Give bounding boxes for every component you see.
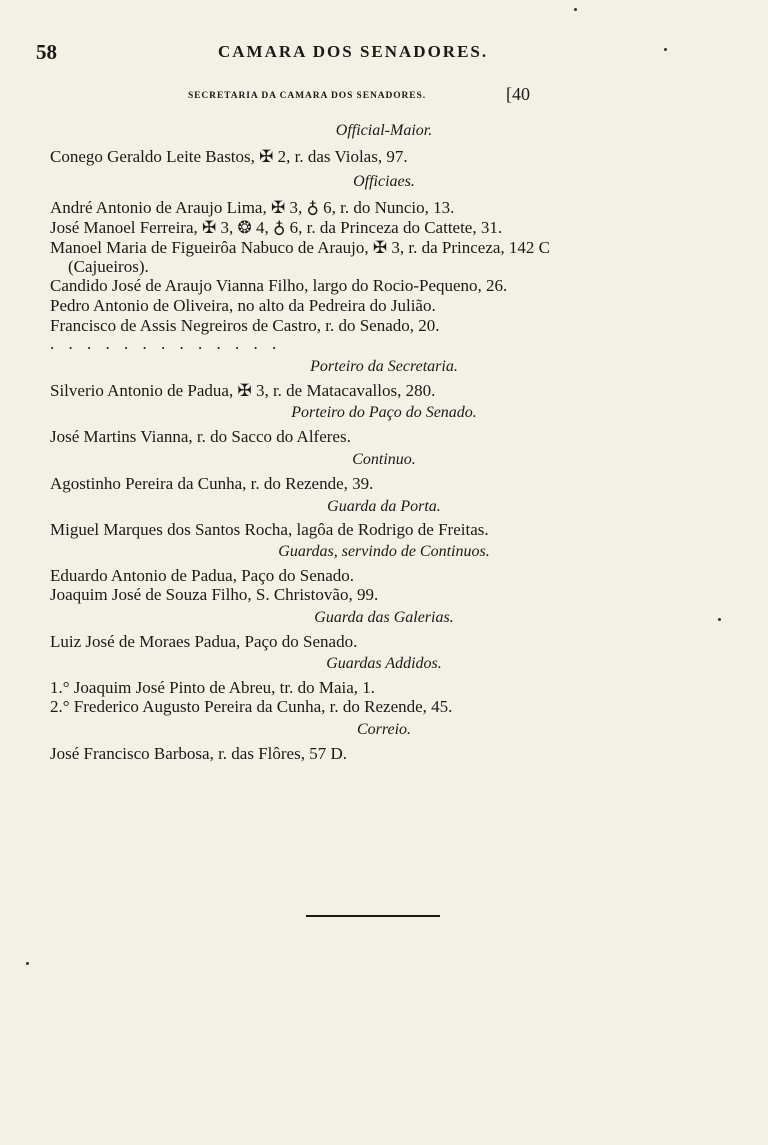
heading-officiaes: Officiaes. [353, 173, 415, 190]
entry-addido-2: 2.° Frederico Augusto Pereira da Cunha, r. do Rezende, 45. [50, 697, 453, 716]
entry-addido-1: 1.° Joaquim José Pinto de Abreu, tr. do Maia, 1. [50, 678, 376, 697]
heading-porteiro-secretaria: Porteiro da Secretaria. [310, 358, 458, 375]
heading-continuo: Continuo. [352, 451, 416, 468]
entry-pedro: Pedro Antonio de Oliveira, no alto da Pedreira do Julião. [50, 296, 436, 315]
closing-rule [306, 915, 440, 917]
heading-correio: Correio. [356, 721, 412, 738]
entry-silverio: Silverio Antonio de Padua, ✠ 3, r. de Matacavallos, 280. [50, 381, 436, 400]
entry-manoel-maria-cont: (Cajueiros). [68, 257, 149, 276]
print-speck [26, 962, 29, 965]
entry-manoel-maria: Manoel Maria de Figueirôa Nabuco de Araujo, ✠ 3, r. da Princeza, 142 C [50, 238, 551, 257]
heading-official-maior: Official-Maior. [335, 122, 433, 139]
heading-porteiro-paco: Porteiro do Paço do Senado. [291, 404, 477, 421]
entry-jose-martins: José Martins Vianna, r. do Sacco do Alferes. [50, 427, 351, 446]
page-title: CAMARA DOS SENADORES. [218, 42, 489, 61]
print-speck [718, 618, 721, 621]
page-number: 58 [36, 40, 57, 64]
section-heading: SECRETARIA DA CAMARA DOS SENADORES. [188, 91, 426, 101]
entry-jose-manoel: José Manoel Ferreira, ✠ 3, ❂ 4, ♁ 6, r. da Princeza do Cattete, 31. [50, 218, 503, 237]
heading-guardas-continuos: Guardas, servindo de Continuos. [278, 543, 490, 560]
entry-luiz: Luiz José de Moraes Padua, Paço do Senado. [50, 632, 358, 651]
bracket-number: [40 [506, 84, 530, 104]
print-speck [574, 8, 577, 11]
print-speck [664, 48, 667, 51]
heading-guardas-addidos: Guardas Addidos. [326, 655, 442, 672]
ellipsis-line: . . . . . . . . . . . . . [50, 334, 282, 353]
entry-joaquim-souza: Joaquim José de Souza Filho, S. Christovão, 99. [50, 585, 379, 604]
entry-francisco: Francisco de Assis Negreiros de Castro, r. do Senado, 20. [50, 316, 440, 335]
entry-andre: André Antonio de Araujo Lima, ✠ 3, ♁ 6, r. do Nuncio, 13. [50, 198, 455, 217]
entry-miguel: Miguel Marques dos Santos Rocha, lagôa de Rodrigo de Freitas. [50, 520, 489, 539]
entry-candido: Candido José de Araujo Vianna Filho, largo do Rocio-Pequeno, 26. [50, 276, 508, 295]
heading-guarda-porta: Guarda da Porta. [327, 498, 441, 515]
entry-conego: Conego Geraldo Leite Bastos, ✠ 2, r. das Violas, 97. [50, 147, 408, 166]
entry-eduardo: Eduardo Antonio de Padua, Paço do Senado. [50, 566, 355, 585]
entry-jose-francisco: José Francisco Barbosa, r. das Flôres, 57 D. [50, 744, 347, 763]
heading-guarda-galerias: Guarda das Galerias. [314, 609, 454, 626]
entry-agostinho: Agostinho Pereira da Cunha, r. do Rezende, 39. [50, 474, 374, 493]
